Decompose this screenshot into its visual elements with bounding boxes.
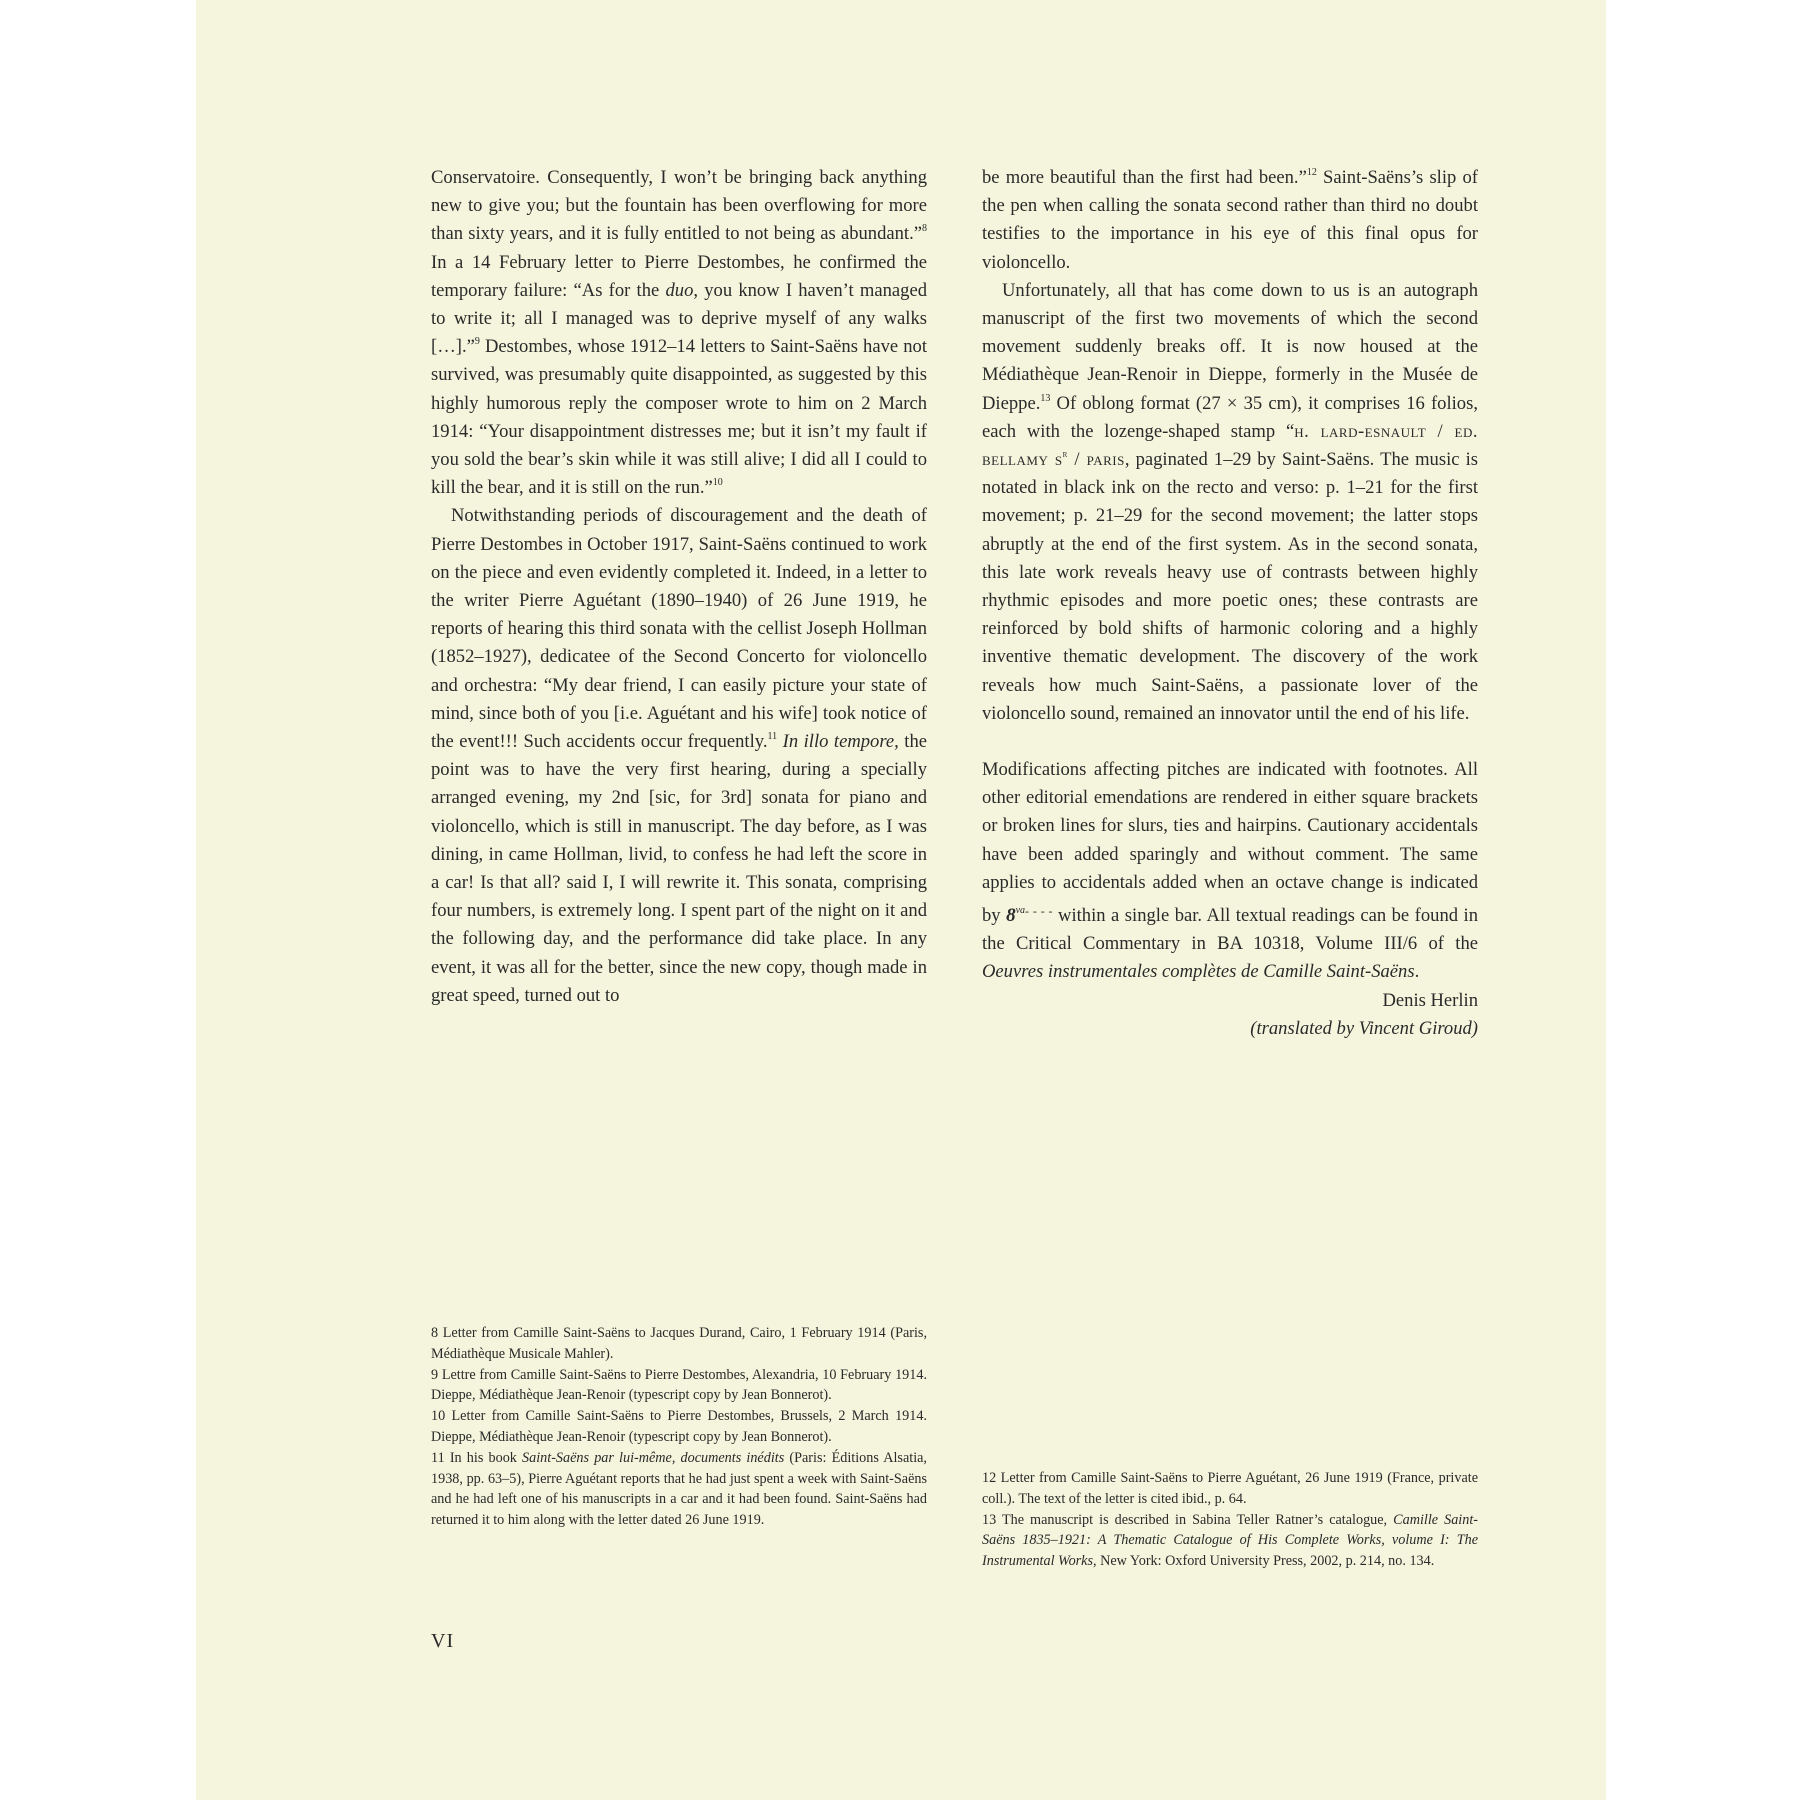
page-number: VI — [431, 1630, 455, 1652]
footnote-13: 13 The manuscript is described in Sabina Teller Ratner’s catalogue, Camille Saint-Saëns 1835–1921: A Thematic Catalogue of His Complete Works, volume I: The Instrumental Works, New York: Oxford University Press, 2002, p. 214, no. 134. — [982, 1511, 1478, 1570]
footnote-ref-13[interactable]: 13 — [1040, 392, 1051, 404]
stamp-text: h. lard-esnault / ed. bellamy s — [982, 420, 1478, 471]
paragraph: Notwithstanding periods of discouragement and the death of Pierre Destombes in October 1917, Saint-Saëns continued to work on the piece and even evidently completed it. Indeed, in a letter to the writer Pierre Aguétant (1890–1940) of 26 June 1919, he reports of hearing this third sonata with the cellist Joseph Hollman (1852–1927), dedicatee of the Second Concerto for violoncello and orchestra: “My dear friend, I can easily picture your state of mind, since both of you [i.e. Aguétant and his wife] took notice of the event!!! Such accidents occur frequently.$^{11}$ In illo tempore, the point was to have the very first hearing, during a specially arranged evening, my 2nd [sic, for 3rd] sonata for piano and violoncello, which is still in manuscript. The day before, as I was dining, in came Hollman, livid, to confess he had left the score in a car! Is that all? said I, I will rewrite it. This sonata, comprising four numbers, is extremely long. I spent part of the night on it and the following day, and the performance did take place. In any event, it was all for the better, since the new copy, though made in great speed, turned out to — [431, 505, 927, 1006]
footnotes-right — [982, 1468, 1478, 1572]
footnote-ref-12[interactable]: 12 — [1306, 167, 1317, 178]
footnote-12: 12 Letter from Camille Saint-Saëns to Pierre Aguétant, 26 June 1919 (France, private coll.). The text of the letter is cited ibid., p. 64. — [982, 1470, 1478, 1507]
footnote-ref-11[interactable]: 11 — [767, 731, 778, 743]
translator-credit: (translated by Vincent Giroud) — [1250, 1017, 1478, 1039]
paragraph-gap — [982, 728, 1478, 756]
footnote-8: 8 Letter from Camille Saint-Saëns to Jacques Durand, Cairo, 1 February 1914 (Paris, Médiathèque Musicale Mahler). — [431, 1325, 927, 1362]
footnote-10: 10 Letter from Camille Saint-Saëns to Pierre Destombes, Brussels, 2 March 1914. Dieppe, Médiathèque Jean-Renoir (typescript copy by Jean Bonnerot). — [431, 1408, 927, 1445]
footnote-ref-10[interactable]: 10 — [712, 477, 723, 489]
footnote-ref-8[interactable]: 8 — [922, 223, 927, 235]
book-title: Oeuvres instrumentales complètes de Camille Saint-Saëns — [982, 961, 1415, 983]
footnotes-left — [431, 1323, 927, 1531]
right-text-column — [982, 164, 1478, 1043]
left-text-column — [431, 164, 927, 1010]
author-signature: Denis Herlin — [1382, 989, 1478, 1011]
footnote-9: 9 Lettre from Camille Saint-Saëns to Pierre Destombes, Alexandria, 10 February 1914. Dieppe, Médiathèque Jean-Renoir (typescript copy by Jean Bonnerot). — [431, 1366, 927, 1404]
footnote-ref-9[interactable]: 9 — [474, 336, 480, 348]
paragraph: Modifications affecting pitches are indicated with footnotes. All other editorial emendations are rendered in either square brackets or broken lines for slurs, ties and hairpins. Cautionary accidentals have been added sparingly and without comment. The same applies to accidentals added when an octave change is indicated by $8^{va- - - -}$ within a single bar. All textual readings can be found in the Critical Commentary in BA 10318, Volume III/6 of the Oeuvres instrumentales complètes de Camille Saint-Saëns. — [982, 759, 1479, 983]
paragraph: Conservatoire. Consequently, I won’t be bringing back anything new to give you; but the fountain has been overflowing for more than sixty years, and it is fully entitled to not being as abundant.”$^8$ In a 14 February letter to Pierre Destombes, he confirmed the temporary failure: “As for the duo, you know I haven’t managed to write it; all I managed was to deprive myself of any walks […].”$^9$ Destombes, whose 1912–14 letters to Saint-Saëns have not survived, was presumably quite disappointed, as suggested by this highly humorous reply the composer wrote to him on 2 March 1914: “Your disappointment distresses me; but it isn’t my fault if you sold the bear’s skin while it was still alive; I did all I could to kill the bear, and it is still on the run.”$^{10}$ — [431, 167, 927, 499]
footnote-11: 11 In his book Saint-Saëns par lui-même, documents inédits (Paris: Éditions Alsatia, 1938, pp. 63–5), Pierre Aguétant reports that he had just spent a week with Saint-Saëns and he had left one of his manuscripts in a car and it had been found. Saint-Saëns had returned it to him along with the letter dated 26 June 1919. — [431, 1449, 927, 1529]
ottava-mark: $8^{va- - - -}$ — [1006, 904, 1053, 927]
paragraph: Unfortunately, all that has come down to us is an autograph manuscript of the first two movements of which the second movement suddenly breaks off. It is now housed at the Médiathèque Jean-Renoir in Dieppe, formerly in the Musée de Dieppe.$^{13}$ Of oblong format (27 × 35 cm), it comprises 16 folios, each with the lozenge-shaped stamp “h. lard-esnault / ed. bellamy $s^r$ / paris, paginated 1–29 by Saint-Saëns. The music is notated in black ink on the recto and verso: p. 1–21 for the first movement; p. 21–29 for the second movement; the latter stops abruptly at the end of the first system. As in the second sonata, this late work reveals heavy use of contrasts between highly rhythmic episodes and more poetic ones; these contrasts are reinforced by bold shifts of harmonic coloring and a highly inventive thematic development. The discovery of the work reveals how much Saint-Saëns, a passionate lover of the violoncello sound, remained an innovator until the end of his life. — [982, 279, 1478, 724]
paragraph: be more beautiful than the first had been.”$^{12}$ Saint-Saëns’s slip of the pen when calling the sonata second rather than third no doubt testifies to the importance in his eye of this final opus for violoncello. — [982, 167, 1479, 273]
